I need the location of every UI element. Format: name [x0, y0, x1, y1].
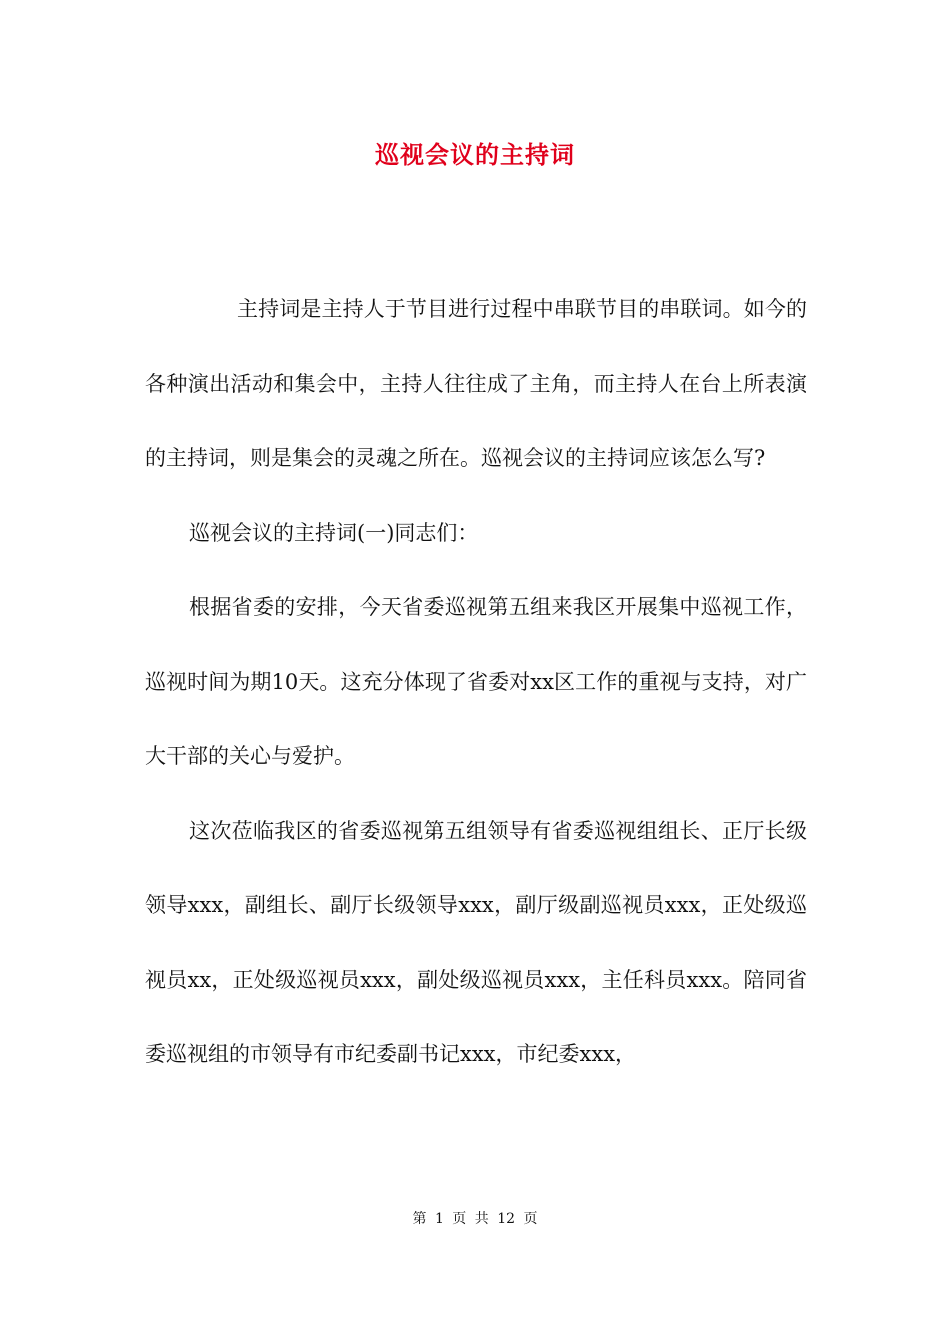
page-number-footer: 第 1 页 共 12 页 — [412, 1211, 538, 1227]
paragraph-arrangement: 根据省委的安排，今天省委巡视第五组来我区开展集中巡视工作，巡视时间为期10天。这充分体现了省委对xx区工作的重视与支持，对广大干部的关心与爱护。 — [145, 595, 807, 768]
paragraph-heading: 巡视会议的主持词(一)同志们： — [189, 520, 479, 545]
document-title: 巡视会议的主持词 — [375, 140, 575, 169]
document-body — [145, 272, 807, 1092]
paragraph-intro: 主持词是主持人于节目进行过程中串联节目的串联词。如今的各种演出活动和集会中，主持人往往成了主角，而主持人在台上所表演的主持词，则是集会的灵魂之所在。巡视会议的主持词应该怎么写? — [145, 297, 807, 470]
paragraph-leaders: 这次莅临我区的省委巡视第五组领导有省委巡视组组长、正厅长级领导xxx，副组长、副厅长级领导xxx，副厅级副巡视员xxx，正处级巡视员xx，正处级巡视员xxx，副处级巡视员xxx，主任科员xxx。陪同省委巡视组的市领导有市纪委副书记xxx，市纪委xxx， — [145, 818, 807, 1066]
